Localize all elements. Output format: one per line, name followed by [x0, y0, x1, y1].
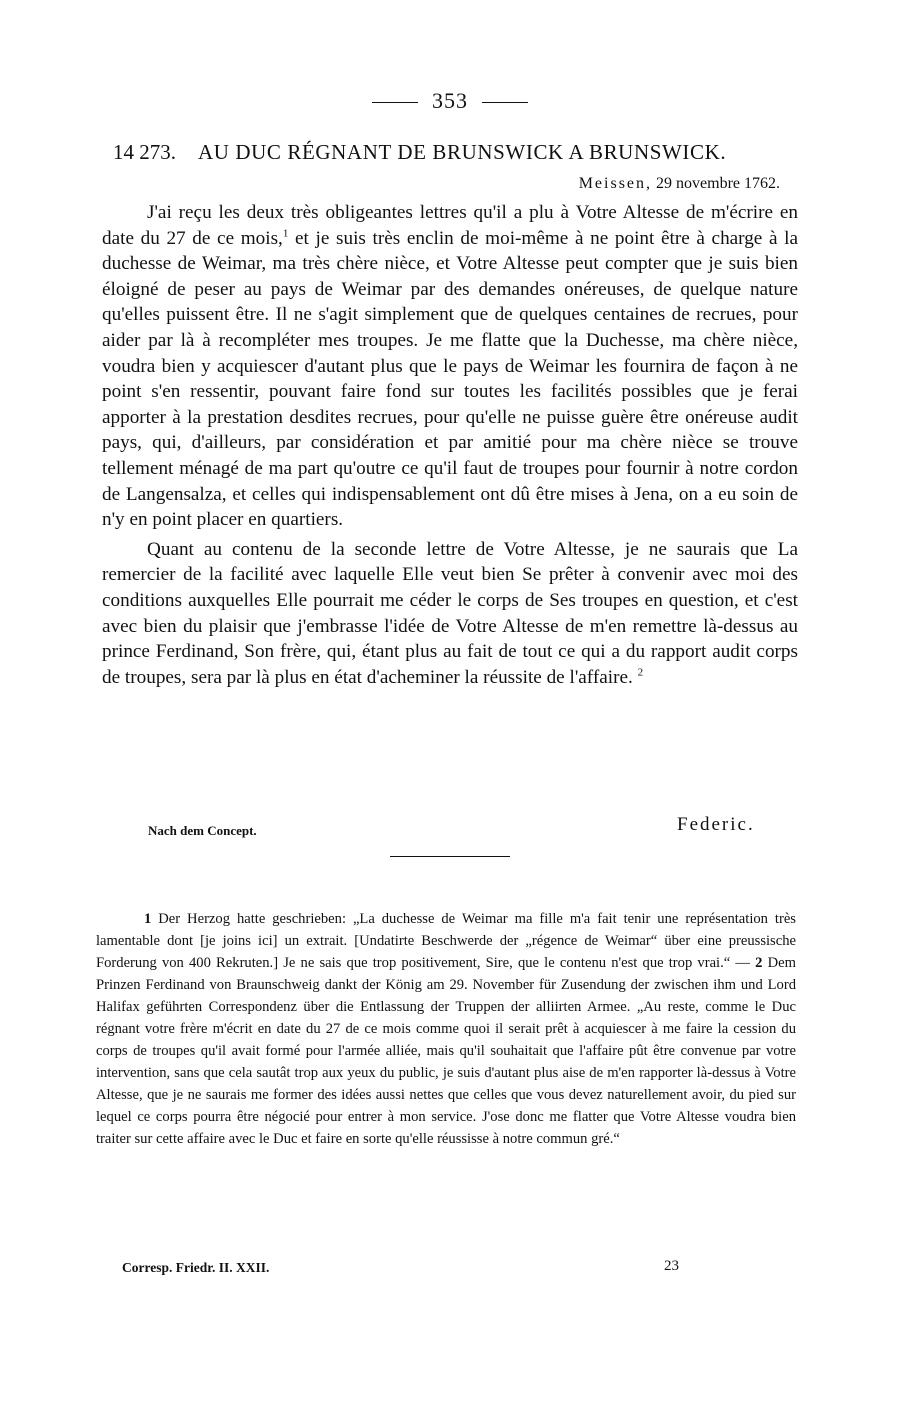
page-number: 353 — [432, 88, 468, 113]
footnote-ref-2: 2 — [637, 666, 644, 679]
footnote-block — [96, 908, 796, 1150]
footer-signature-mark: Corresp. Friedr. II. XXII. — [122, 1260, 270, 1275]
dateline-place: Meissen, — [578, 175, 653, 192]
body-paragraph-1-part-b: et je suis très enclin de moi-même à ne point être à charge à la duchesse de Weimar, ma très chère nièce, et Votre Altesse peut compter que je suis bien éloigné de peser au pays de Weimar par des demandes onéreuses, de quelque nature qu'elles puissent être. Il ne s'agit simplement que de quelques centaines de recrues, pour aider par là à recompléter mes troupes. Je me flatte que la Duchesse, ma chère nièce, voudra bien y acquiescer d'autant plus que le pays de Weimar les fournira de façon à ne point s'en ressentir, pouvant faire fond sur toutes les facilités possibles que je ferai apporter à la prestation desdites recrues, pour qu'elle ne puisse guère être onéreuse audit pays, qui, d'ailleurs, par considération et par amitié pour ma chère nièce se trouve tellement ménagé de ma part qu'outre ce qu'il faut de troupes pour fournir à notre cordon de Langensalza, et celles qui indispensablement ont dû être mises à Jena, on a eu soin de n'y en point placer en quartiers. — [102, 227, 798, 531]
letter-heading — [113, 140, 793, 165]
body-paragraph-1-part-a: J'ai reçu les deux très obligeantes lettres qu'il a plu à Votre Altesse de m'écrire en date du 27 de ce mois, — [102, 202, 798, 249]
page-number-line — [0, 88, 900, 114]
letter-body — [102, 200, 798, 690]
footnote-1-number: 1 — [144, 911, 152, 927]
signature: Federic. — [677, 814, 755, 835]
dateline — [579, 175, 780, 193]
footnote-2-text: Dem Prinzen Ferdinand von Braunschweig dankt der König am 29. November für Zusendung der zwischen ihm und Lord Halifax geführten Correspondenz über die Entlassung der Truppen der alliirten Armee. „Au reste, comme le Duc régnant votre frère m'écrit en date du 27 de ce mois comme quoi il serait prêt à acquiescer à me faire la cession du corps de troupes qu'il avait formé pour l'armée alliée, mais qu'il souhaitait que l'affaire pût être convenue par votre intervention, sans que cela sautât trop aux yeux du public, je suis d'autant plus aise de m'en rapporter là-dessus à Votre Altesse, que je ne saurais me former des idées aussi nettes que celles que vous devez naturellement avoir, du pied sur lequel ce corps pourra être négocié pour entrer à mon service. J'ose donc me flatter que Votre Altesse voudra bien traiter sur cette affaire avec le Duc et faire en sorte qu'elle réussisse à notre commun gré.“ — [96, 955, 796, 1147]
body-paragraph-2 — [102, 537, 798, 691]
footer-sheet-number: 23 — [664, 1258, 679, 1274]
footnotes — [96, 908, 796, 1150]
footnote-1-text: Der Herzog hatte geschrieben: „La duchesse de Weimar ma fille m'a fait tenir une représentation très lamentable dont [je joins ici] un extrait. [Undatirte Beschwerde der „régence de Weimar“ über eine preussische Forderung von 400 Rekruten.] Je ne sais que trop positivement, Sire, que le contenu n'est que trop vrai.“ — — [96, 911, 796, 971]
page-number-rule-left — [372, 102, 418, 103]
footnote-2-number: 2 — [755, 955, 763, 971]
body-paragraph-2-text: Quant au contenu de la seconde lettre de Votre Altesse, je ne saurais que La remercier de la facilité avec laquelle Elle veut bien Se prêter à convenir avec moi des conditions auxquelles Elle pourrait me céder le corps de Ses troupes en question, et c'est avec bien du plaisir que j'embrasse l'idée de Votre Altesse de m'en remettre là-dessus au prince Ferdinand, Son frère, qui, étant plus au fait de tout ce qui a du rapport audit corps de troupes, sera par là plus en état d'acheminer la réussite de l'affaire. — [102, 538, 798, 688]
page-number-rule-right — [482, 102, 528, 103]
footnote-divider — [390, 856, 510, 857]
body-paragraph-1 — [102, 200, 798, 533]
letter-number: 14 273. — [113, 140, 176, 164]
footnote-ref-1: 1 — [282, 227, 289, 240]
source-note: Nach dem Concept. — [148, 823, 257, 838]
dateline-date: 29 novembre 1762. — [656, 175, 780, 192]
letter-title: AU DUC RÉGNANT DE BRUNSWICK A BRUNSWICK. — [198, 140, 727, 164]
